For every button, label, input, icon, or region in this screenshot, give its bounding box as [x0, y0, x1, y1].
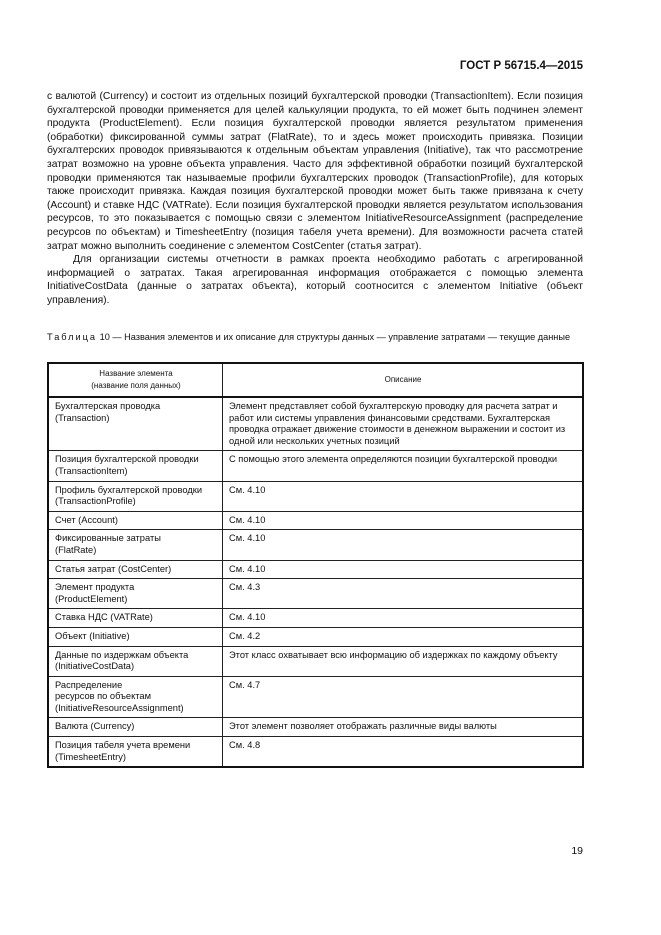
column-header-name: Название элемента (название поля данных) — [48, 363, 223, 397]
element-name-cell: Бухгалтерская проводка (Transaction) — [48, 397, 223, 451]
paragraph: Для организации системы отчетности в рамках проекта необходимо работать с агрегированной информацией о затратах. Такая агрегированная информация отображается с помощью элемента InitiativeCostData (данные о затратах объекта), который соотносится с элементом Initiative (объект управления). — [47, 254, 583, 306]
description-cell: См. 4.10 — [223, 609, 584, 628]
element-name-cell: Позиция бухгалтерской проводки (TransactionItem) — [48, 451, 223, 481]
description-cell: См. 4.3 — [223, 579, 584, 609]
table-caption-label: Таблица — [47, 332, 98, 342]
table-header-row — [48, 363, 583, 397]
table-caption-text: 10 — Названия элементов и их описание для структуры данных — управление затратами — текущие данные — [99, 332, 571, 342]
table-row — [48, 560, 583, 579]
element-name-cell: Статья затрат (CostCenter) — [48, 560, 223, 579]
table-row — [48, 511, 583, 530]
description-cell: С помощью этого элемента определяются позиции бухгалтерской проводки — [223, 451, 584, 481]
element-name-cell: Объект (Initiative) — [48, 627, 223, 646]
elements-table — [47, 362, 584, 768]
description-cell: Элемент представляет собой бухгалтерскую проводку для расчета затрат и работ или системы управления финансовыми средствами. Бухгалтерская проводка отражает движение стоимости в денежном выражении и состоит из одной или нескольких учетных позиций — [223, 397, 584, 451]
description-cell: См. 4.8 — [223, 737, 584, 768]
table-row — [48, 579, 583, 609]
table-row — [48, 481, 583, 511]
table-caption — [47, 331, 583, 343]
description-cell: См. 4.10 — [223, 481, 584, 511]
element-name-cell: Позиция табеля учета времени (TimesheetEntry) — [48, 737, 223, 768]
description-cell: Этот класс охватывает всю информацию об издержках по каждому объекту — [223, 646, 584, 676]
table-row — [48, 737, 583, 768]
description-cell: См. 4.7 — [223, 676, 584, 718]
description-cell: См. 4.2 — [223, 627, 584, 646]
page-number: 19 — [571, 845, 583, 857]
element-name-cell: Счет (Account) — [48, 511, 223, 530]
table-row — [48, 397, 583, 451]
element-name-cell: Ставка НДС (VATRate) — [48, 609, 223, 628]
table-row — [48, 530, 583, 560]
element-name-cell: Данные по издержкам объекта (InitiativeCostData) — [48, 646, 223, 676]
element-name-cell: Распределение ресурсов по объектам (InitiativeResourceAssignment) — [48, 676, 223, 718]
document-header: ГОСТ Р 56715.4—2015 — [459, 60, 583, 72]
element-name-cell: Валюта (Currency) — [48, 718, 223, 737]
table-row — [48, 451, 583, 481]
description-cell: См. 4.10 — [223, 511, 584, 530]
description-cell: См. 4.10 — [223, 530, 584, 560]
column-header-description: Описание — [223, 363, 584, 397]
table-row — [48, 718, 583, 737]
body-text — [47, 90, 583, 308]
table-row — [48, 609, 583, 628]
table-row — [48, 627, 583, 646]
table-row — [48, 646, 583, 676]
element-name-cell: Элемент продукта (ProductElement) — [48, 579, 223, 609]
element-name-cell: Профиль бухгалтерской проводки (TransactionProfile) — [48, 481, 223, 511]
paragraph: с валютой (Currency) и состоит из отдельных позиций бухгалтерской проводки (TransactionItem). Если позиция бухгалтерской проводки применяется для целей калькуляции продукта, то ей может быть подчинен элемент продукта (ProductElement). Если позиция бухгалтерской проводки является результатом применения (обработки) фиксированной суммы затрат (FlatRate), то и здесь может происходить привязка. Позиции бухгалтерских проводок привязываются к отдельным объектам управления (Initiative), так что рассмотрение затрат возможно на уровне объекта управления. Часто для эффективной обработки позиций бухгалтерской проводки применяются так называемые профили бухгалтерских проводок (TransactionProfile), для которых также происходит привязка. Каждая позиция бухгалтерской проводки может быть также привязана к счету (Account) и ставке НДС (VATRate). Если позиция бухгалтерской проводки является результатом использования ресурсов, то это показывается с помощью связи с элементом InitiativeResourceAssignment (распределение ресурсов по объектам) и TimesheetEntry (позиция табеля учета времени). Для возможности расчета статей затрат можно выполнить соединение с элементом CostCenter (статья затрат). — [47, 91, 583, 252]
description-cell: Этот элемент позволяет отображать различные виды валюты — [223, 718, 584, 737]
element-name-cell: Фиксированные затраты (FlatRate) — [48, 530, 223, 560]
description-cell: См. 4.10 — [223, 560, 584, 579]
table-row — [48, 676, 583, 718]
